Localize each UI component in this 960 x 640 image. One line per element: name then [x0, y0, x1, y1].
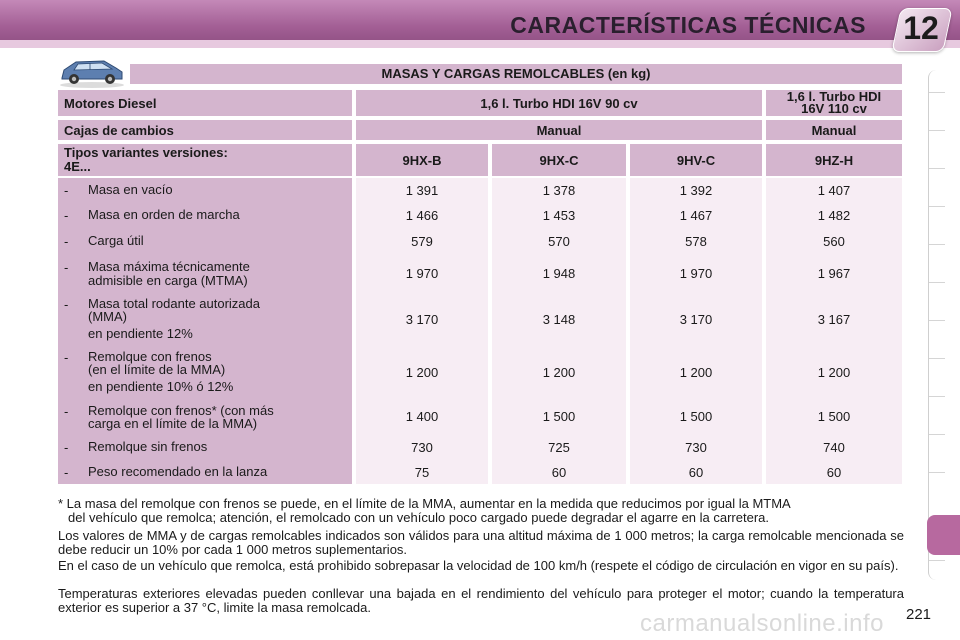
chapter-tab[interactable] — [929, 472, 945, 473]
page-title: CARACTERÍSTICAS TÉCNICAS — [510, 12, 866, 38]
row-value: 579 — [411, 234, 433, 249]
row-label: Masa en vacío — [88, 182, 173, 197]
row-value: 1 970 — [679, 266, 713, 281]
row-value: 3 170 — [405, 312, 439, 327]
gearbox-a: Manual — [356, 120, 762, 140]
row-value: 740 — [823, 440, 845, 455]
row-label-cont: carga en el límite de la MMA) — [88, 416, 258, 431]
chapter-number: 12 — [903, 10, 939, 46]
row-value: 560 — [823, 234, 845, 249]
variants-label — [58, 144, 352, 176]
column-divider — [626, 178, 630, 484]
row-value: 1 500 — [817, 409, 851, 424]
chapter-tab[interactable] — [929, 130, 945, 131]
chapter-tab[interactable] — [929, 168, 945, 169]
row-value: 3 167 — [817, 312, 851, 327]
row-label: Masa total rodante autorizada — [88, 296, 260, 311]
variant-header: 9HZ-H — [766, 144, 902, 176]
row-label: Masa en orden de marcha — [88, 207, 240, 222]
gearbox-label: Cajas de cambios — [58, 120, 352, 140]
column-divider — [488, 178, 492, 484]
note-paragraph: Temperaturas exteriores elevadas pueden conllevar una bajada en el rendimiento del vehículo para proteger el motor; cuando la temperatura exterior es superior a 37 °C, limite la masa remolcada. — [58, 586, 904, 615]
row-value: 1 400 — [405, 409, 439, 424]
row-value: 725 — [548, 440, 570, 455]
variants-label-line2: 4E... — [64, 159, 91, 174]
row-value: 3 148 — [542, 312, 576, 327]
row-value: 1 453 — [542, 208, 576, 223]
chapter-tab[interactable] — [929, 358, 945, 359]
row-dash: - — [64, 183, 69, 198]
row-value: 578 — [685, 234, 707, 249]
row-value: 1 392 — [679, 183, 713, 198]
row-label: Carga útil — [88, 233, 144, 248]
chapter-tab[interactable] — [929, 92, 945, 93]
footnote-line-1: * La masa del remolque con frenos se puede, en el límite de la MMA, aumentar en la medida que reducimos por igual la MTMA — [58, 496, 791, 511]
row-value: 3 170 — [679, 312, 713, 327]
chapter-tab[interactable] — [929, 282, 945, 283]
row-value: 60 — [688, 465, 704, 480]
row-value: 1 500 — [679, 409, 713, 424]
engine-b: 1,6 l. Turbo HDI 16V 110 cv — [766, 90, 902, 116]
row-label: Remolque con frenos* (con más — [88, 403, 274, 418]
engines-label: Motores Diesel — [58, 90, 352, 116]
row-label-cont: (en el límite de la MMA) — [88, 362, 226, 377]
variant-header: 9HX-C — [492, 144, 626, 176]
header-band-stripe — [0, 40, 960, 48]
row-value: 730 — [685, 440, 707, 455]
row-dash: - — [64, 465, 69, 480]
row-label-cont: (MMA) — [88, 309, 127, 324]
row-label: Masa máxima técnicamente — [88, 259, 250, 274]
row-label: Remolque con frenos — [88, 349, 212, 364]
row-value: 1 466 — [405, 208, 439, 223]
chapter-tab[interactable] — [929, 244, 945, 245]
row-dash: - — [64, 440, 69, 455]
row-value: 1 200 — [817, 365, 851, 380]
chapter-tabs — [928, 70, 960, 580]
note-paragraph: Los valores de MMA y de cargas remolcables indicados son válidos para una altitud máxima de 1 000 metros; la carga remolcable mencionada se debe reducir un 10% por cada 1 000 metros suplementarios. — [58, 528, 904, 557]
row-dash: - — [64, 404, 69, 419]
row-value: 1 391 — [405, 183, 439, 198]
variant-header: 9HV-C — [630, 144, 762, 176]
footnote-line-2: del vehículo que remolca; atención, el remolcado con un vehículo poco cargado puede degradar el agarre en la carretera. — [68, 510, 769, 525]
engine-a: 1,6 l. Turbo HDI 16V 90 cv — [356, 90, 762, 116]
row-label: Remolque sin frenos — [88, 439, 208, 454]
variant-header: 9HX-B — [356, 144, 488, 176]
gearbox-b: Manual — [766, 120, 902, 140]
row-value: 1 378 — [542, 183, 576, 198]
chapter-tab-active[interactable] — [927, 515, 960, 555]
variants-label-line1: Tipos variantes versiones: — [64, 145, 228, 160]
row-value: 1 407 — [817, 183, 851, 198]
row-value: 1 500 — [542, 409, 576, 424]
page-number: 221 — [906, 606, 932, 623]
chapter-tab[interactable] — [929, 560, 945, 561]
row-value: 1 967 — [817, 266, 851, 281]
row-value: 1 482 — [817, 208, 851, 223]
row-label-cont: en pendiente 12% — [88, 326, 193, 341]
row-dash: - — [64, 234, 69, 249]
row-value: 60 — [826, 465, 842, 480]
row-value: 1 970 — [405, 266, 439, 281]
row-value: 1 200 — [679, 365, 713, 380]
column-divider — [762, 178, 766, 484]
row-label: Peso recomendado en la lanza — [88, 464, 268, 479]
row-value: 75 — [414, 465, 430, 480]
row-value: 1 200 — [542, 365, 576, 380]
row-value: 1 200 — [405, 365, 439, 380]
row-label-cont: admisible en carga (MTMA) — [88, 273, 248, 288]
row-dash: - — [64, 260, 69, 275]
row-value: 1 467 — [679, 208, 713, 223]
row-value: 730 — [411, 440, 433, 455]
row-value: 1 948 — [542, 266, 576, 281]
row-dash: - — [64, 297, 69, 312]
chapter-tab[interactable] — [929, 434, 945, 435]
watermark: carmanualsonline.info — [640, 610, 884, 637]
row-value: 60 — [551, 465, 567, 480]
note-paragraph: En el caso de un vehículo que remolca, está prohibido sobrepasar la velocidad de 100 km/h (respete el código de circulación en vigor en su país). — [58, 558, 899, 573]
chapter-tab[interactable] — [929, 320, 945, 321]
car-icon — [58, 56, 126, 88]
column-divider — [352, 178, 356, 484]
table-title: MASAS Y CARGAS REMOLCABLES (en kg) — [130, 64, 902, 84]
row-dash: - — [64, 208, 69, 223]
row-dash: - — [64, 350, 69, 365]
chapter-tab[interactable] — [929, 396, 945, 397]
row-label-cont: en pendiente 10% ó 12% — [88, 379, 234, 394]
row-value: 570 — [548, 234, 570, 249]
chapter-tab[interactable] — [929, 206, 945, 207]
